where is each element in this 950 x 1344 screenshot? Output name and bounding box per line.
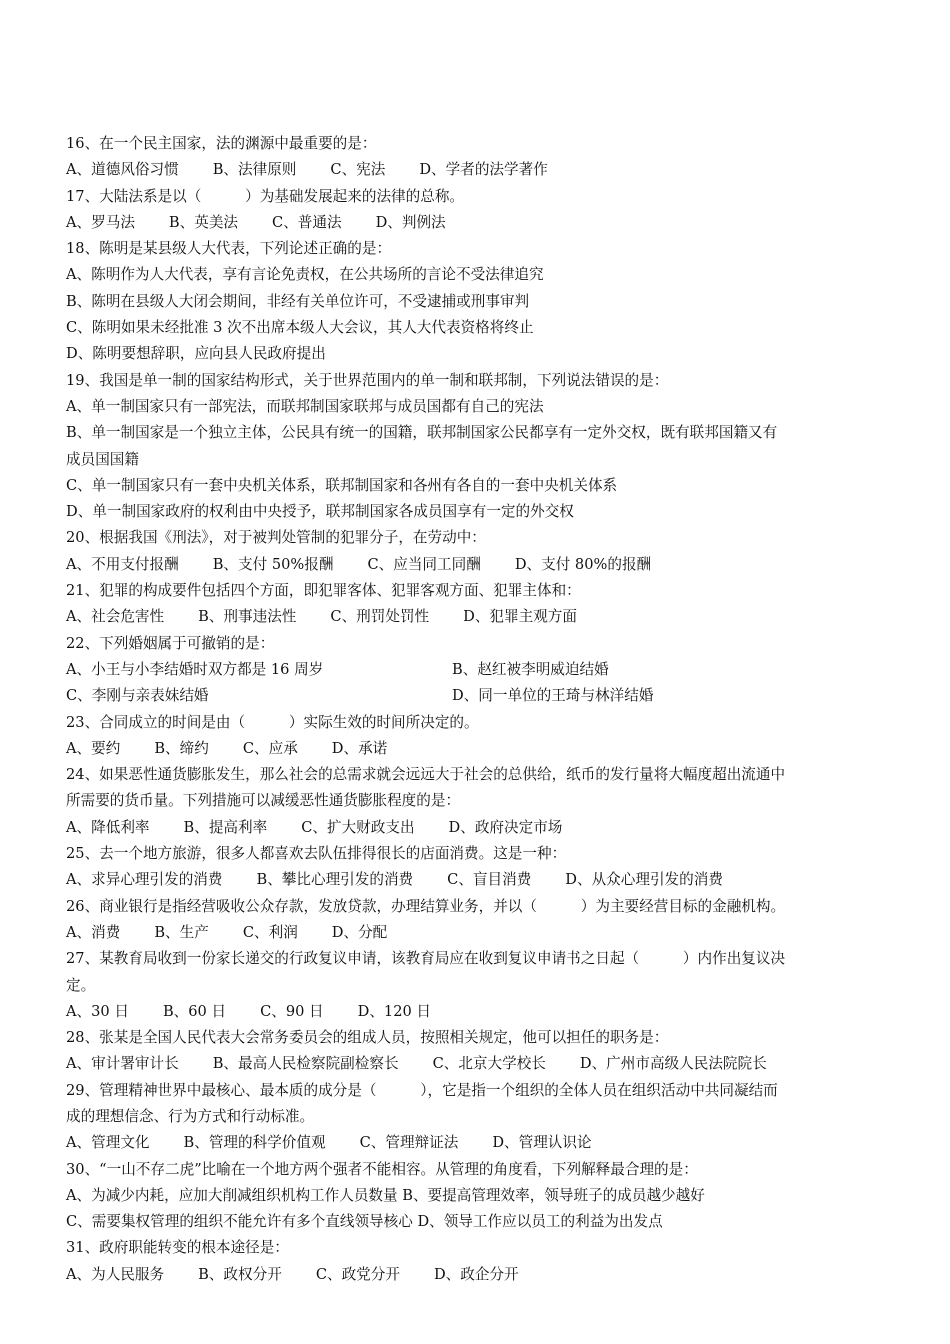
question-stem: 29、管理精神世界中最核心、最本质的成分是（ ），它是指一个组织的全体人员在组织活动中共同凝结而: [66, 1081, 778, 1099]
option: A、审计署审计长: [66, 1055, 179, 1073]
option-line: C、陈明如果未经批准 3 次不出席本级人大会议，其人大代表资格将终止: [66, 319, 534, 337]
question-stem: 20、根据我国《刑法》，对于被判处管制的犯罪分子，在劳动中：: [66, 529, 486, 547]
option: C、李刚与亲表妹结婚: [66, 687, 209, 705]
question-stem: 25、去一个地方旅游，很多人都喜欢去队伍排得很长的店面消费。这是一种：: [66, 845, 567, 863]
option-line: A、为减少内耗，应加大削减组织机构工作人员数量 B、要提高管理效率，领导班子的成员越少越好: [66, 1186, 705, 1204]
option: C、扩大财政支出: [301, 818, 415, 836]
option: B、生产: [154, 923, 209, 941]
option: A、降低利率: [66, 818, 150, 836]
option-line: D、陈明要想辞职，应向县人民政府提出: [66, 345, 326, 363]
option-line: A、单一制国家只有一部宪法，而联邦制国家联邦与成员国都有自己的宪法: [66, 397, 544, 415]
option: C、政党分开: [315, 1265, 400, 1283]
options-row: [66, 210, 896, 236]
option: C、应承: [242, 739, 298, 757]
option: D、从众心理引发的消费: [565, 871, 723, 889]
option: C、90 日: [260, 1002, 324, 1020]
options-row: [66, 157, 896, 183]
question-stem: 成的理想信念、行为方式和行动标准。: [66, 1107, 315, 1125]
option: B、支付 50%报酬: [212, 555, 334, 573]
option-line: B、陈明在县级人大闭会期间，非经有关单位许可，不受逮捕或刑事审判: [66, 292, 530, 310]
option: D、同一单位的王琦与林洋结婚: [452, 687, 654, 705]
option: B、提高利率: [183, 818, 268, 836]
question-stem: 定。: [66, 976, 96, 994]
options-row: [66, 867, 896, 893]
option: B、英美法: [168, 213, 239, 231]
option-line: B、单一制国家是一个独立主体，公民具有统一的国籍，联邦制国家公民都享有一定外交权，既有联邦国籍又有: [66, 424, 778, 442]
question-stem: 16、在一个民主国家，法的渊源中最重要的是：: [66, 135, 377, 152]
options-row: [66, 1051, 896, 1077]
option: B、缔约: [154, 739, 209, 757]
option-line: C、单一制国家只有一套中央机关体系，联邦制国家和各州有各自的一套中央机关体系: [66, 476, 618, 494]
options-row: [66, 1130, 896, 1156]
option: A、小王与小李结婚时双方都是 16 周岁: [66, 660, 324, 678]
option: A、罗马法: [66, 213, 135, 231]
option: C、刑罚处罚性: [330, 608, 430, 626]
option: C、利润: [242, 923, 298, 941]
option: D、管理认识论: [492, 1134, 592, 1152]
option: B、法律原则: [212, 161, 297, 179]
option: D、判例法: [375, 213, 446, 231]
options-row: [66, 736, 896, 762]
question-stem: 18、陈明是某县级人大代表，下列论述正确的是：: [66, 240, 392, 258]
option: A、为人民服务: [66, 1265, 165, 1283]
option: D、承诺: [331, 739, 388, 757]
question-stem: 17、大陆法系是以（ ）为基础发展起来的法律的总称。: [66, 187, 465, 205]
option-line: 成员国国籍: [66, 450, 139, 468]
option: D、学者的法学著作: [419, 161, 548, 179]
exam-page: [66, 131, 896, 1288]
option: A、社会危害性: [66, 608, 165, 626]
question-stem: 23、合同成立的时间是由（ ）实际生效的时间所决定的。: [66, 713, 479, 731]
question-stem: 27、某教育局收到一份家长递交的行政复议申请，该教育局应在收到复议申请书之日起（ ）内作出复议决: [66, 950, 786, 968]
question-stem: 所需要的货币量。下列措施可以减缓恶性通货膨胀程度的是：: [66, 792, 461, 810]
option: A、要约: [66, 739, 121, 757]
option-line: D、单一制国家政府的权利由中央授予，联邦制国家各成员国享有一定的外交权: [66, 503, 574, 521]
options-grid-row: [66, 683, 896, 709]
option: C、宪法: [330, 161, 386, 179]
option: A、管理文化: [66, 1134, 150, 1152]
option: A、求异心理引发的消费: [66, 871, 223, 889]
question-stem: 24、如果恶性通货膨胀发生，那么社会的总需求就会远远大于社会的总供给，纸币的发行量将大幅度超出流通中: [66, 766, 786, 784]
question-stem: 31、政府职能转变的根本途径是：: [66, 1239, 289, 1257]
option: C、北京大学校长: [432, 1055, 546, 1073]
options-row: [66, 815, 896, 841]
options-grid-row: [66, 657, 896, 683]
option: A、30 日: [66, 1002, 129, 1020]
option-line: C、需要集权管理的组织不能允许有多个直线领导核心 D、领导工作应以员工的利益为出发点: [66, 1213, 663, 1231]
option: C、应当同工同酬: [367, 555, 481, 573]
option: D、广州市高级人民法院院长: [579, 1055, 767, 1073]
option: A、道德风俗习惯: [66, 161, 179, 179]
question-stem: 22、下列婚姻属于可撤销的是：: [66, 634, 275, 652]
option: D、政企分开: [433, 1265, 519, 1283]
options-row: [66, 552, 896, 578]
options-row: [66, 920, 896, 946]
question-stem: 28、张某是全国人民代表大会常务委员会的组成人员，按照相关规定，他可以担任的职务是：: [66, 1029, 669, 1047]
option: B、刑事违法性: [198, 608, 297, 626]
option: D、政府决定市场: [448, 818, 563, 836]
options-row: [66, 999, 896, 1025]
question-stem: 19、我国是单一制的国家结构形式，关于世界范围内的单一制和联邦制，下列说法错误的是：: [66, 371, 669, 389]
option: C、普通法: [272, 213, 342, 231]
option-line: A、陈明作为人大代表，享有言论免责权，在公共场所的言论不受法律追究: [66, 266, 544, 284]
option: D、120 日: [357, 1002, 432, 1020]
question-stem: 30、“一山不存二虎”比喻在一个地方两个强者不能相容。从管理的角度看，下列解释最合理的是：: [66, 1160, 698, 1178]
option: B、60 日: [162, 1002, 227, 1020]
option: B、最高人民检察院副检察长: [212, 1055, 399, 1073]
options-row: [66, 1262, 896, 1288]
option: D、支付 80%的报酬: [514, 555, 652, 573]
option: A、消费: [66, 923, 121, 941]
option: D、分配: [331, 923, 388, 941]
option: C、盲目消费: [447, 871, 532, 889]
option: B、管理的科学价值观: [183, 1134, 326, 1152]
option: D、犯罪主观方面: [463, 608, 577, 626]
question-stem: 21、犯罪的构成要件包括四个方面，即犯罪客体、犯罪客观方面、犯罪主体和：: [66, 582, 581, 600]
option: C、管理辩证法: [359, 1134, 459, 1152]
options-row: [66, 604, 896, 630]
option: B、攀比心理引发的消费: [256, 871, 414, 889]
option: B、赵红被李明威迫结婚: [452, 660, 609, 678]
option: A、不用支付报酬: [66, 555, 179, 573]
option: B、政权分开: [198, 1265, 282, 1283]
question-stem: 26、商业银行是指经营吸收公众存款，发放贷款，办理结算业务，并以（ ）为主要经营目标的金融机构。: [66, 897, 786, 915]
